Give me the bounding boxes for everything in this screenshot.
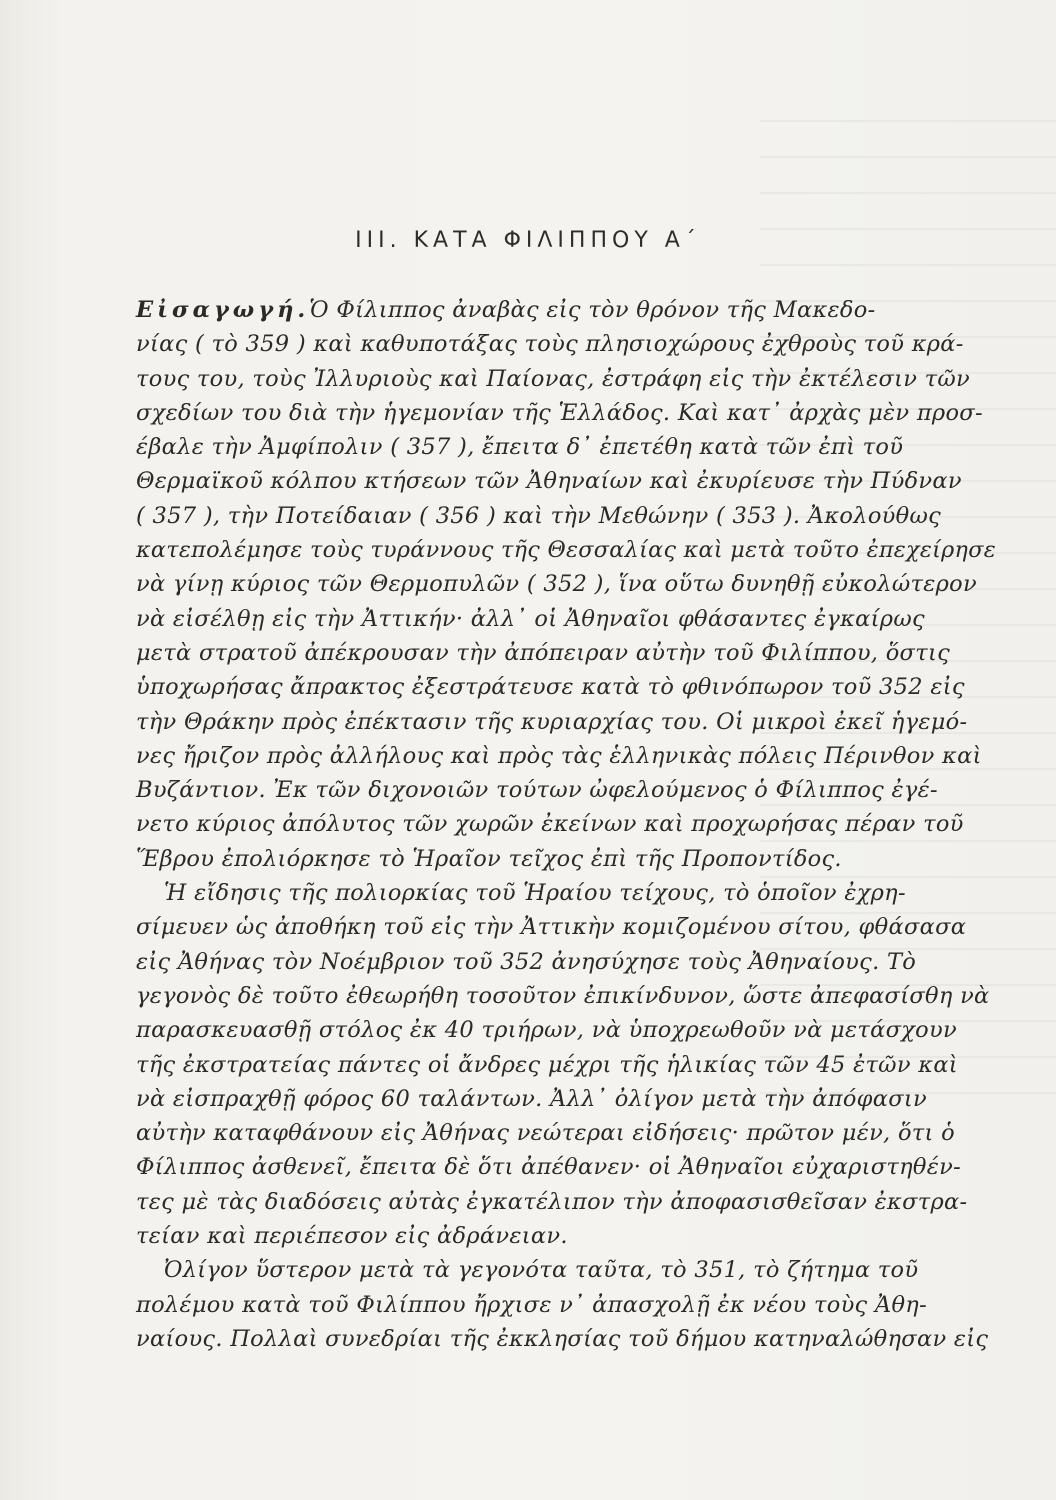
text-line-9: νὰ εἰσέλθῃ εἰς τὴν Ἀττικήν· ἀλλ᾽ οἱ Ἀθηναῖοι φθάσαντες ἐγκαίρως — [136, 605, 925, 632]
text-line-7: κατεπολέμησε τοὺς τυράννους τῆς Θεσσαλίας καὶ μετὰ τοῦτο ἐπεχείρησε — [136, 537, 996, 564]
text-line-29: πολέμου κατὰ τοῦ Φιλίππου ἤρχισε ν᾽ ἀπασχολῇ ἐκ νέου τοὺς Ἀθη- — [136, 1291, 927, 1318]
text-line-26: τες μὲ τὰς διαδόσεις αὐτὰς ἐγκατέλιπον τὴν ἀποφασισθεῖσαν ἐκστρα- — [136, 1188, 968, 1215]
text-line-16: Ἕβρου ἐπολιόρκησε τὸ Ἡραῖον τεῖχος ἐπὶ τῆς Προποντίδος. — [136, 845, 842, 872]
text-line-11: ὑποχωρήσας ἄπρακτος ἐξεστράτευσε κατὰ τὸ φθινόπωρον τοῦ 352 εἰς — [136, 674, 965, 701]
text-line-6: ( 357 ), τὴν Ποτείδαιαν ( 356 ) καὶ τὴν Μεθώνην ( 353 ). Ἀκολούθως — [136, 502, 942, 529]
body-text — [136, 293, 996, 1356]
text-line-28: Ὀλίγον ὕστερον μετὰ τὰ γεγονότα ταῦτα, τὸ 351, τὸ ζήτημα τοῦ — [164, 1257, 919, 1284]
intro-label: Εἰσαγωγή. — [136, 297, 310, 323]
text-line-10: μετὰ στρατοῦ ἀπέκρουσαν τὴν ἀπόπειραν αὐτὴν τοῦ Φιλίππου, ὅστις — [136, 639, 950, 666]
text-line-24: αὐτὴν καταφθάνουν εἰς Ἀθήνας νεώτεραι εἰδήσεις· πρῶτον μέν, ὅτι ὁ — [136, 1120, 955, 1147]
text-line-21: παρασκευασθῇ στόλος ἐκ 40 τριήρων, νὰ ὑποχρεωθοῦν νὰ μετάσχουν — [136, 1017, 957, 1044]
text-line-3: σχεδίων του διὰ τὴν ἡγεμονίαν τῆς Ἑλλάδος. Καὶ κατ᾽ ἀρχὰς μὲν προσ- — [136, 399, 983, 426]
text-line-20: γεγονὸς δὲ τοῦτο ἐθεωρήθη τοσοῦτον ἐπικίνδυνον, ὥστε ἀπεφασίσθη νὰ — [136, 982, 990, 1009]
text-line-4: έβαλε τὴν Ἀμφίπολιν ( 357 ), ἔπειτα δ᾽ ἐπετέθη κατὰ τῶν ἐπὶ τοῦ — [136, 434, 904, 461]
text-line-1: νίας ( τὸ 359 ) καὶ καθυποτάξας τοὺς πλησιοχώρους ἐχθροὺς τοῦ κρά- — [136, 331, 964, 358]
text-line-30: ναίους. Πολλαὶ συνεδρίαι τῆς ἐκκλησίας τοῦ δήμου κατηναλώθησαν εἰς — [136, 1325, 989, 1352]
text-line-14: Βυζάντιον. Ἐκ τῶν διχονοιῶν τούτων ὠφελούμενος ὁ Φίλιππος ἐγέ- — [136, 777, 938, 804]
text-line-12: τὴν Θράκην πρὸς ἐπέκτασιν τῆς κυριαρχίας του. Οἱ μικροὶ ἐκεῖ ἡγεμό- — [136, 708, 968, 735]
text-line-27: τείαν καὶ περιέπεσον εἰς ἀδράνειαν. — [136, 1223, 568, 1250]
text-line-13: νες ἤριζον πρὸς ἀλλήλους καὶ πρὸς τὰς ἑλληνικὰς πόλεις Πέρινθον καὶ — [136, 742, 982, 769]
text-line-15: νετο κύριος ἀπόλυτος τῶν χωρῶν ἐκείνων καὶ προχωρήσας πέραν τοῦ — [136, 811, 964, 838]
text-line-23: νὰ εἰσπραχθῇ φόρος 60 ταλάντων. Ἀλλ᾽ ὀλίγον μετὰ τὴν ἀπόφασιν — [136, 1085, 927, 1112]
chapter-heading: III. ΚΑΤΑ ΦΙΛΙΠΠΟΥ Α΄ — [355, 228, 701, 253]
text-line-2: τους του, τοὺς Ἰλλυριοὺς καὶ Παίονας, ἐστράφη εἰς τὴν ἐκτέλεσιν τῶν — [136, 365, 971, 392]
text-line-18: σίμευεν ὡς ἀποθήκη τοῦ εἰς τὴν Ἀττικὴν κομιζομένου σίτου, φθάσασα — [136, 914, 967, 941]
text-line-5: Θερμαϊκοῦ κόλπου κτήσεων τῶν Ἀθηναίων καὶ ἐκυρίευσε τὴν Πύδναν — [136, 468, 962, 495]
text-line-25: Φίλιππος ἀσθενεῖ, ἔπειτα δὲ ὅτι ἀπέθανεν· οἱ Ἀθηναῖοι εὐχαριστηθέν- — [136, 1154, 962, 1181]
text-line-8: νὰ γίνῃ κύριος τῶν Θερμοπυλῶν ( 352 ), ἵνα οὕτω δυνηθῇ εὐκολώτερον — [136, 571, 977, 598]
text-line-0 — [136, 293, 996, 327]
text-line-19: εἰς Ἀθήνας τὸν Νοέμβριον τοῦ 352 ἀνησύχησε τοὺς Ἀθηναίους. Τὸ — [136, 948, 917, 975]
text-line-17: Ἡ εἴδησις τῆς πολιορκίας τοῦ Ἡραίου τείχους, τὸ ὁποῖον ἐχρη- — [164, 880, 906, 907]
text-line-0-content: Ὁ Φίλιππος ἀναβὰς εἰς τὸν θρόνον τῆς Μακεδο- — [309, 297, 876, 323]
text-line-22: τῆς ἐκστρατείας πάντες οἱ ἄνδρες μέχρι τῆς ἡλικίας τῶν 45 ἐτῶν καὶ — [136, 1051, 958, 1078]
